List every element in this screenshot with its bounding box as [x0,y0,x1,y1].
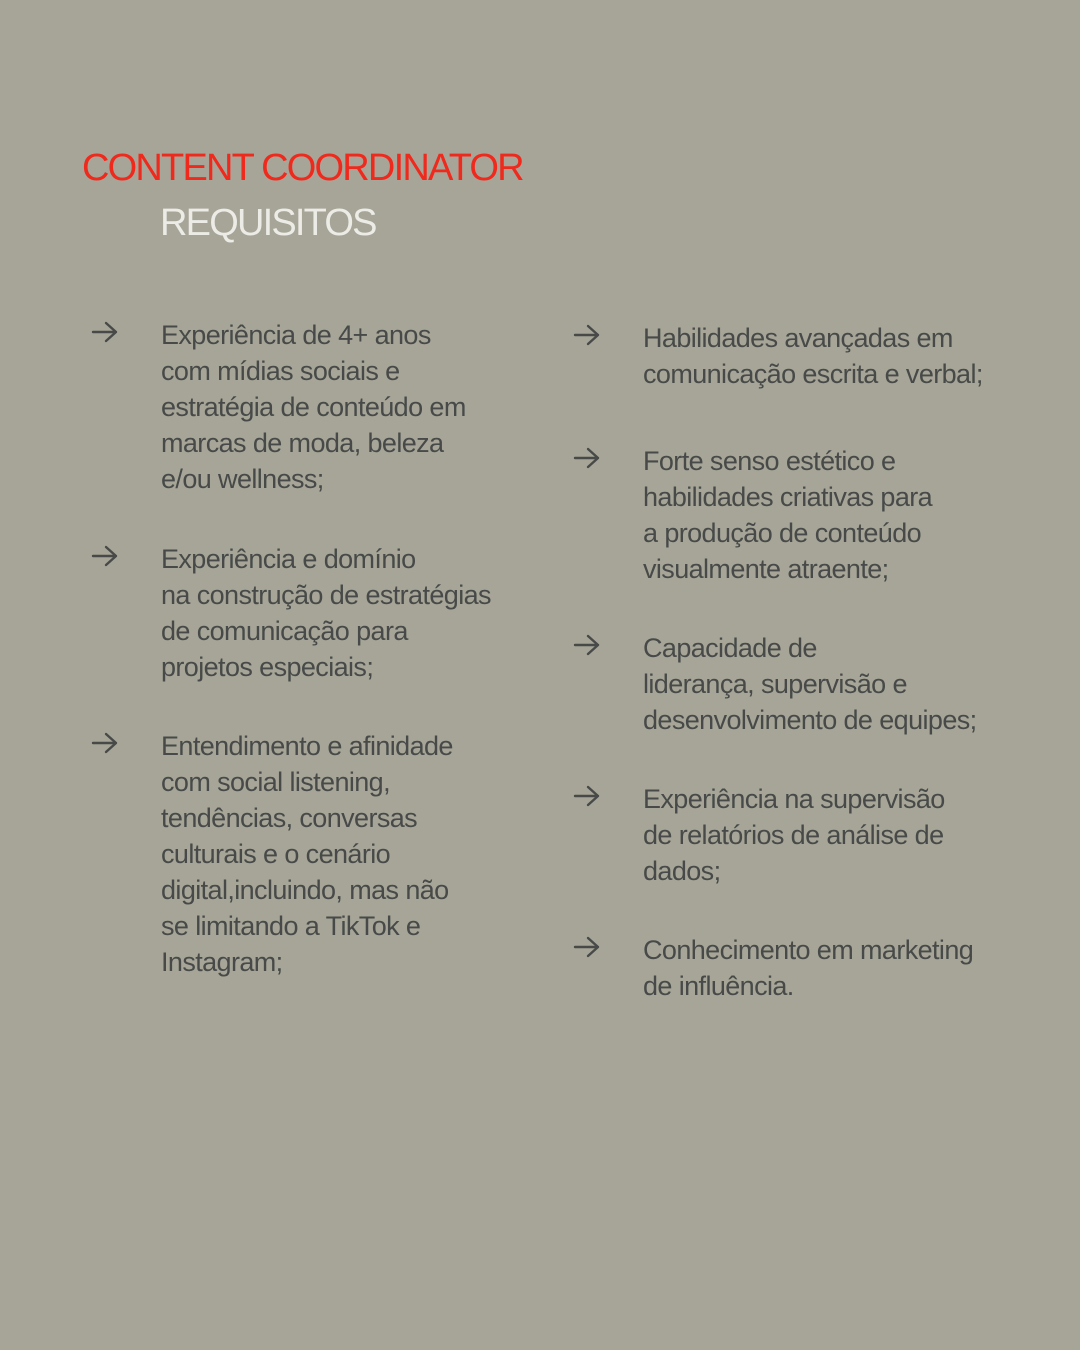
arrow-right-icon [572,633,602,657]
arrow-right-icon [90,320,120,344]
arrow-right-icon [572,935,602,959]
arrow-right-icon [572,323,602,347]
arrow-right-icon [90,731,120,755]
requirement-text: Experiência de 4+ anos com mídias sociais e estratégia de conteúdo em marcas de moda, beleza e/ou wellness; [161,320,466,494]
arrow-right-icon [90,544,120,568]
page-title: CONTENT COORDINATOR [82,147,523,189]
requirement-text: Capacidade de liderança, supervisão e desenvolvimento de equipes; [643,633,977,735]
arrow-right-icon [572,784,602,808]
page-subtitle: REQUISITOS [160,202,376,244]
requirement-text: Entendimento e afinidade com social listening, tendências, conversas culturais e o cenário digital,incluindo, mas não se limitando a TikTok e Instagram; [161,731,453,977]
requirement-text: Habilidades avançadas em comunicação escrita e verbal; [643,323,983,389]
arrow-right-icon [572,446,602,470]
requirement-text: Forte senso estético e habilidades criativas para a produção de conteúdo visualmente atraente; [643,446,933,584]
requirement-text: Conhecimento em marketing de influência. [643,935,974,1001]
requirement-text: Experiência e domínio na construção de estratégias de comunicação para projetos especiais; [161,544,491,682]
requirement-text: Experiência na supervisão de relatórios de análise de dados; [643,784,945,886]
